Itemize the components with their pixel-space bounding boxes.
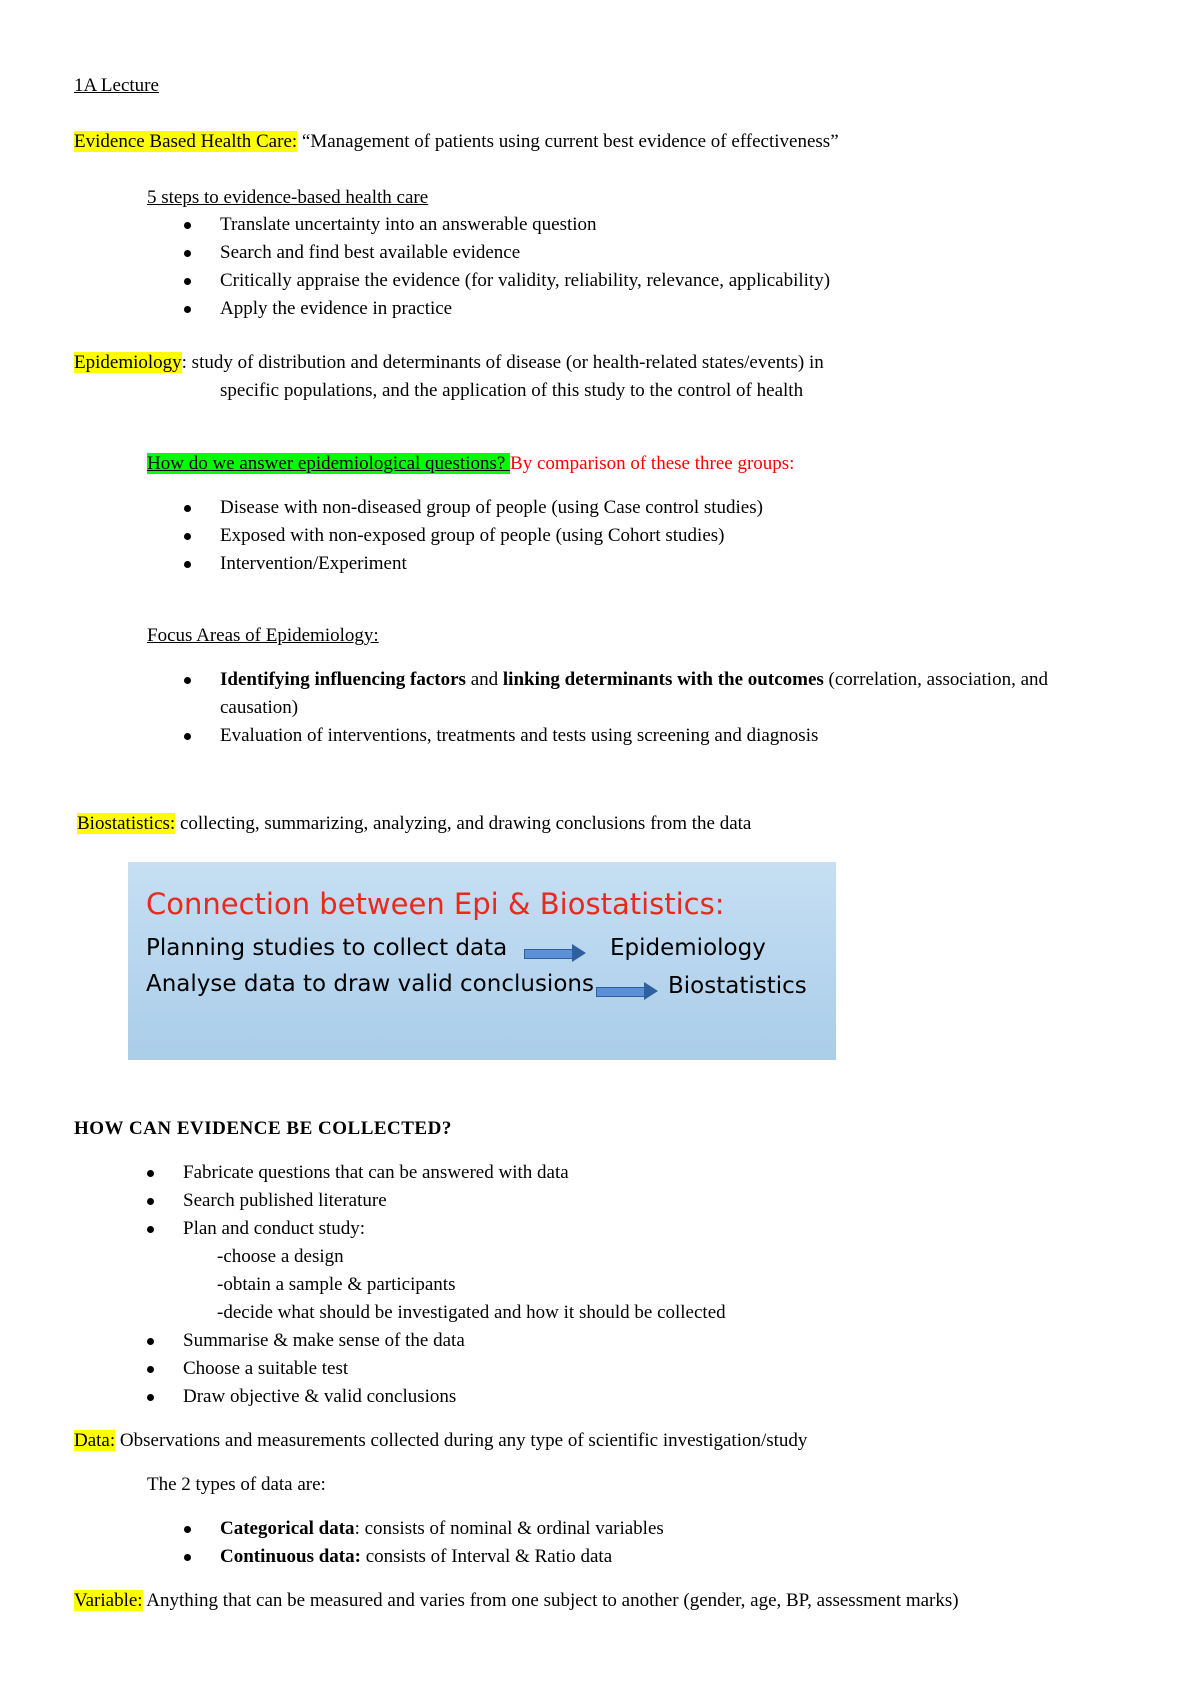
- bullet-icon: [147, 1338, 154, 1345]
- study-subitem: -decide what should be investigated and how it should be collected: [217, 1302, 726, 1323]
- list-item: Identifying influencing factors and linking determinants with the outcomes (correlation, association, and causation): [184, 666, 1084, 722]
- ebhc-text: “Management of patients using current best evidence of effectiveness”: [297, 131, 839, 152]
- bullet-icon: [184, 533, 191, 540]
- epidemiology-term: Epidemiology: [74, 352, 182, 373]
- focus-heading: Focus Areas of Epidemiology:: [147, 625, 379, 646]
- list-item: Translate uncertainty into an answerable question: [184, 211, 830, 239]
- bullet-icon: [184, 1554, 191, 1561]
- data-term: Data:: [74, 1430, 116, 1451]
- epi-question-text: How do we answer epidemiological questions?: [147, 453, 511, 474]
- bullet-icon: [184, 250, 191, 257]
- right-arrow-icon: [596, 984, 658, 998]
- epi-answer-text: By comparison of these three groups:: [510, 453, 795, 474]
- steps-list: [184, 211, 830, 323]
- epi-question: [147, 450, 794, 478]
- variable-definition: Variable: Anything that can be measured and varies from one subject to another (gender, age, BP, assessment marks): [74, 1590, 959, 1611]
- epidemiology-definition-cont: specific populations, and the application of this study to the control of health: [220, 380, 804, 401]
- focus-list: [184, 666, 1084, 750]
- study-subitem: -choose a design: [217, 1246, 344, 1267]
- steps-heading: 5 steps to evidence-based health care: [147, 187, 429, 208]
- list-item: Plan and conduct study:: [147, 1215, 569, 1243]
- ebhc-term: Evidence Based Health Care:: [74, 131, 298, 152]
- list-item: Intervention/Experiment: [184, 550, 763, 578]
- evidence-heading: HOW CAN EVIDENCE BE COLLECTED?: [74, 1118, 452, 1139]
- epidemiology-definition: Epidemiology: study of distribution and determinants of disease (or health-related states/events) in: [74, 352, 824, 373]
- figure-title: Connection between Epi & Biostatistics:: [146, 887, 725, 921]
- data-types-intro: The 2 types of data are:: [147, 1474, 326, 1495]
- bullet-icon: [147, 1170, 154, 1177]
- variable-term: Variable:: [74, 1590, 143, 1611]
- bullet-icon: [184, 1526, 191, 1533]
- epi-biostatistics-figure: [128, 862, 836, 1060]
- list-item: Draw objective & valid conclusions: [147, 1383, 465, 1411]
- figure-row-analyse: Analyse data to draw valid conclusions: [146, 971, 594, 997]
- list-item: Continuous data: consists of Interval & Ratio data: [184, 1543, 664, 1571]
- list-item: Search published literature: [147, 1187, 569, 1215]
- evidence-list-bottom: [147, 1327, 465, 1411]
- bullet-icon: [147, 1226, 154, 1233]
- bullet-icon: [184, 733, 191, 740]
- bullet-icon: [147, 1366, 154, 1373]
- figure-row-planning: Planning studies to collect data: [146, 935, 508, 961]
- bullet-icon: [184, 222, 191, 229]
- list-item: Apply the evidence in practice: [184, 295, 830, 323]
- bullet-icon: [147, 1198, 154, 1205]
- list-item: Evaluation of interventions, treatments and tests using screening and diagnosis: [184, 722, 1084, 750]
- bullet-icon: [184, 677, 191, 684]
- list-item: Exposed with non-exposed group of people (using Cohort studies): [184, 522, 763, 550]
- page-title: 1A Lecture: [74, 75, 159, 96]
- figure-target-epidemiology: Epidemiology: [610, 935, 766, 961]
- bullet-icon: [184, 278, 191, 285]
- biostatistics-term: Biostatistics:: [77, 813, 176, 834]
- study-subitem: -obtain a sample & participants: [217, 1274, 456, 1295]
- right-arrow-icon: [524, 946, 586, 960]
- figure-target-biostatistics: Biostatistics: [668, 973, 807, 999]
- comparison-list: [184, 494, 763, 578]
- list-item: Categorical data: consists of nominal & ordinal variables: [184, 1515, 664, 1543]
- list-item: Choose a suitable test: [147, 1355, 465, 1383]
- bullet-icon: [184, 505, 191, 512]
- data-definition: Data: Observations and measurements collected during any type of scientific investigation/study: [74, 1430, 808, 1451]
- data-types-list: [184, 1515, 664, 1571]
- list-item: Search and find best available evidence: [184, 239, 830, 267]
- ebhc-definition: [74, 128, 839, 156]
- bullet-icon: [184, 306, 191, 313]
- list-item: Fabricate questions that can be answered with data: [147, 1159, 569, 1187]
- list-item: Disease with non-diseased group of people (using Case control studies): [184, 494, 763, 522]
- bullet-icon: [147, 1394, 154, 1401]
- biostatistics-definition: Biostatistics: collecting, summarizing, analyzing, and drawing conclusions from the data: [77, 813, 752, 834]
- evidence-list-top: [147, 1159, 569, 1243]
- list-item: Critically appraise the evidence (for validity, reliability, relevance, applicability): [184, 267, 830, 295]
- list-item: Summarise & make sense of the data: [147, 1327, 465, 1355]
- bullet-icon: [184, 561, 191, 568]
